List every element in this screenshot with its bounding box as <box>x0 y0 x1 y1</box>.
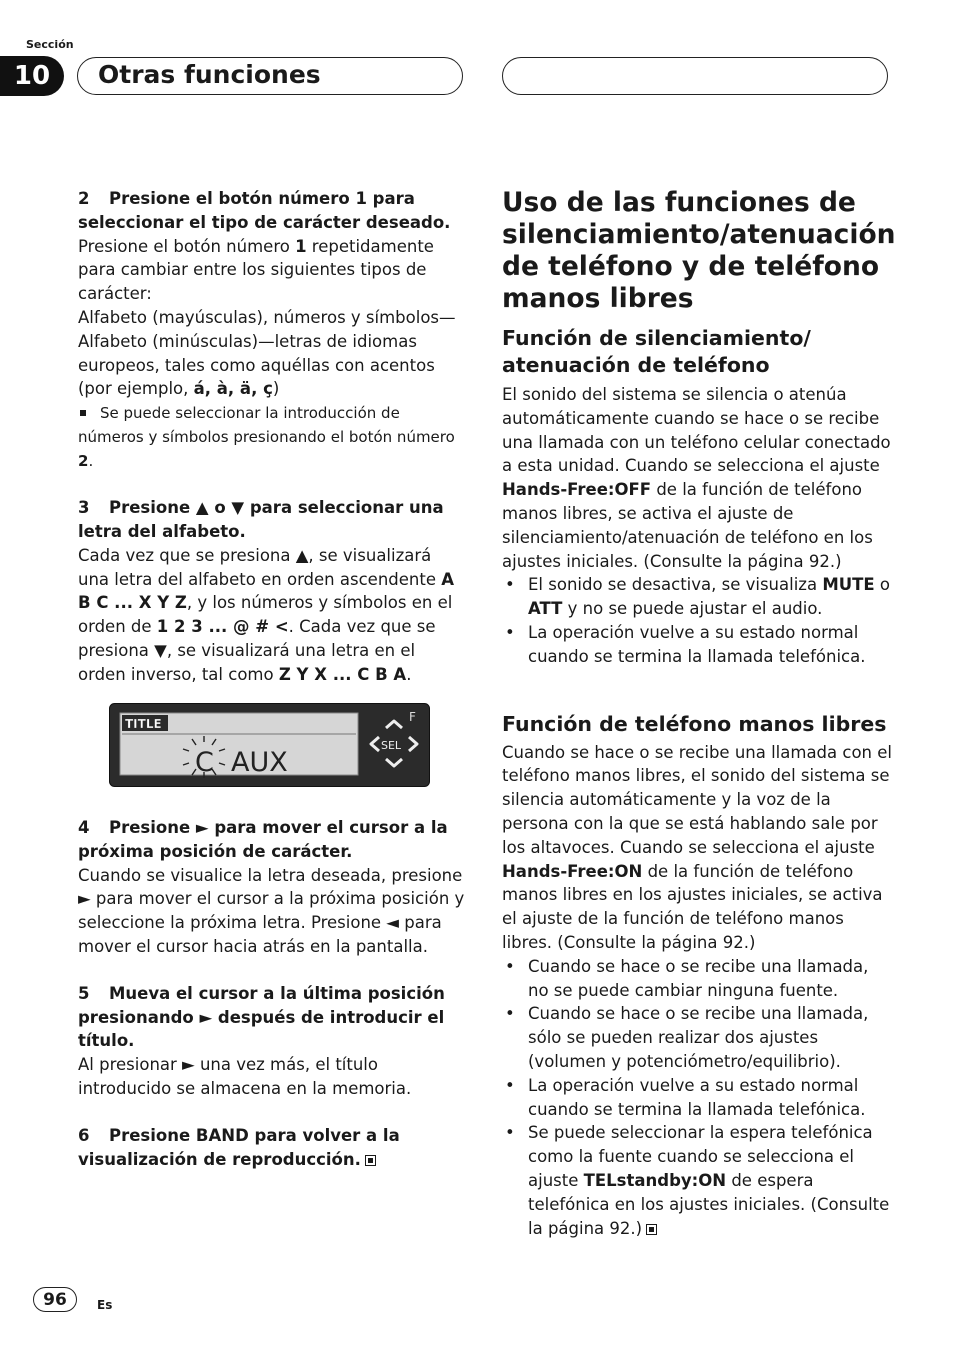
header-empty-frame <box>502 57 888 95</box>
flag-indicator: F <box>409 710 416 724</box>
section-label: Sección <box>26 38 74 51</box>
language-code: Es <box>97 1298 113 1312</box>
lcd-display-illustration <box>109 703 430 787</box>
silenciamiento-paragraph: El sonido del sistema se silencia o atenúa automáticamente cuando se hace o se recibe una llamada con un teléfono celular conectado a esta unidad. Cuando se selecciona el ajuste Hands-Free:OFF de la función de teléfono manos libres, se activa el ajuste de silenciamiento/atenuación de teléfono en los ajustes iniciales. (Consulte la página 92.) <box>502 385 891 571</box>
sel-label: SEL <box>381 739 402 752</box>
list-item: • La operación vuelve a su estado normal cuando se termina la llamada telefónica. <box>502 621 892 669</box>
step-5-body: Al presionar ► una vez más, el título introducido se almacena en la memoria. <box>78 1055 412 1098</box>
list-item: • Cuando se hace o se recibe una llamada, sólo se pueden realizar dos ajustes (volumen y potenciómetro/equilibrio). <box>502 1002 892 1073</box>
note-square-icon <box>80 410 86 416</box>
step-2-note: Se puede seleccionar la introducción de números y símbolos presionando el botón número 2. <box>78 404 455 471</box>
list-item: • La operación vuelve a su estado normal cuando se termina la llamada telefónica. <box>502 1074 892 1122</box>
left-column-lower <box>78 816 466 1171</box>
section-title: Otras funciones <box>98 60 321 89</box>
list-item: • Se puede seleccionar la espera telefónica como la fuente cuando se selecciona el ajuste TELstandby:ON de espera telefónica en los ajustes iniciales. (Consulte la página 92.) <box>502 1121 892 1240</box>
step-2-body: Presione el botón número 1 repetidamente para cambiar entre los siguientes tipos de carácter: <box>78 236 434 304</box>
step-4-body: Cuando se visualice la letra deseada, presione ► para mover el cursor a la próxima posición y seleccione la próxima letra. Presione ◄ para mover el cursor hacia atrás en la pantalla. <box>78 865 465 956</box>
main-heading: Uso de las funciones de silenciamiento/atenuación de teléfono y de teléfono manos libres <box>502 187 896 314</box>
left-column <box>78 187 466 687</box>
step-2-body-2: Alfabeto (mayúsculas), números y símbolos—Alfabeto (minúsculas)—letras de idiomas europeos, tales como aquéllas con acentos (por ejemplo, á, à, ä, ç) <box>78 307 456 399</box>
page-number: 96 <box>33 1287 77 1312</box>
heading-silenciamiento: Función de silenciamiento/ atenuación de teléfono <box>502 326 811 377</box>
cursor-character: C <box>195 747 214 778</box>
step-3-title: 3 Presione ▲ o ▼ para seleccionar una letra del alfabeto. <box>78 498 444 541</box>
list-item: • El sonido se desactiva, se visualiza MUTE o ATT y no se puede ajustar el audio. <box>502 573 892 621</box>
step-3-body: Cada vez que se presiona ▲, se visualizará una letra del alfabeto en orden ascendente A B C ... X Y Z, y los números y símbolos en el orden de 1 2 3 ... @ # <. Cada vez que se presiona ▼, se visualizará una letra en el orden inverso, tal como Z Y X ... C B A. <box>78 545 455 684</box>
step-2-title: 2 Presione el botón número 1 para seleccionar el tipo de carácter deseado. <box>78 189 451 232</box>
manos-libres-bullets <box>502 955 892 1241</box>
lcd-display-svg <box>109 703 430 787</box>
title-tag-text: TITLE <box>125 717 162 731</box>
step-6-title: 6 Presione BAND para volver a la visualización de reproducción. <box>78 1125 400 1169</box>
manos-libres-paragraph: Cuando se hace o se recibe una llamada con el teléfono manos libres, el sonido del sistema se silencia automáticamente y la voz de la persona con la que se está hablando sale por los altavoces. Cuando se selecciona el ajuste Hands-Free:ON de la función de teléfono manos libres en los ajustes iniciales, se activa el ajuste de la función de teléfono manos libres. (Consulte la página 92.) <box>502 742 892 952</box>
display-text: AUX <box>231 747 288 778</box>
heading-manos-libres: Función de teléfono manos libres <box>502 711 887 736</box>
end-mark-icon <box>365 1155 376 1166</box>
end-mark-icon <box>646 1224 657 1235</box>
silenciamiento-bullets <box>502 573 892 668</box>
step-5-title: 5 Mueva el cursor a la última posición presionando ► después de introducir el título. <box>78 983 445 1051</box>
step-4-title: 4 Presione ► para mover el cursor a la próxima posición de carácter. <box>78 818 448 861</box>
section-number: 10 <box>0 56 64 96</box>
right-column <box>502 187 896 1240</box>
list-item: • Cuando se hace o se recibe una llamada, no se puede cambiar ninguna fuente. <box>502 955 892 1003</box>
